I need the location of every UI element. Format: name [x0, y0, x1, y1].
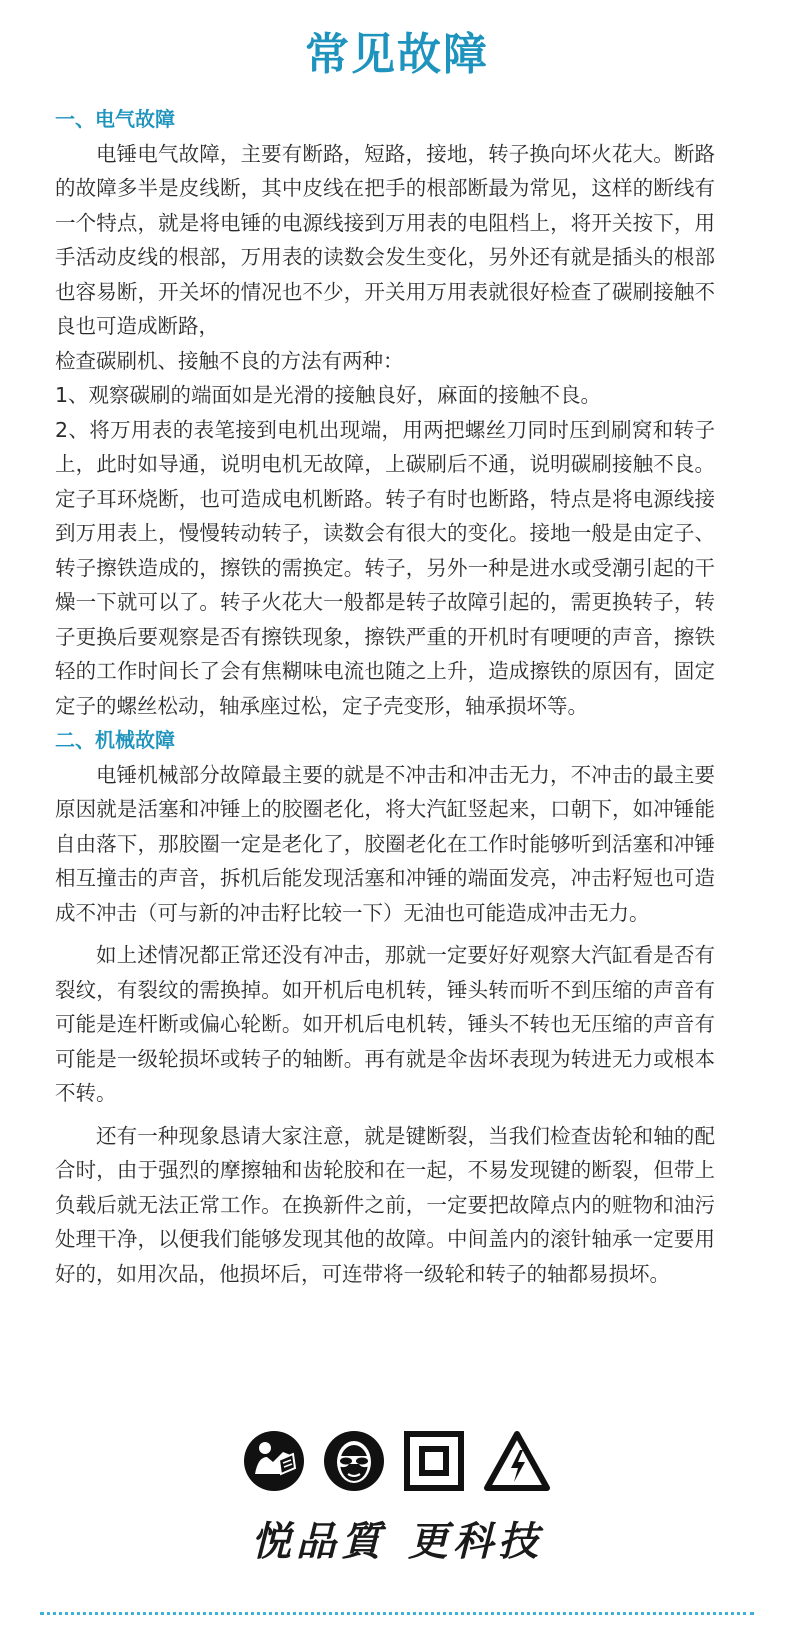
page-title: 常见故障 — [305, 29, 489, 80]
slogan-part-1: 悦品質 — [251, 1518, 386, 1565]
read-manual-icon — [243, 1430, 305, 1492]
list-item: 1、观察碳刷的端面如是光滑的接触良好，麻面的接触不良。 — [55, 383, 602, 407]
safety-icons — [0, 1430, 794, 1492]
paragraph: 还有一种现象恳请大家注意，就是键断裂，当我们检查齿轮和轴的配合时，由于强烈的摩擦轴和齿轮胶和在一起，不易发现键的断裂，但带上负载后就无法正常工作。在换新件之前，一定要把故障点内的赃物和油污处理干净，以便我们能够发现其他的故障。中间盖内的滚针轴承一定要用好的，如用次品，他损坏后，可连带将一级轮和转子的轴都易损坏。 — [55, 1123, 715, 1286]
section-heading-mechanical: 二、机械故障 — [55, 728, 175, 752]
double-insulation-icon — [403, 1430, 465, 1492]
brand-slogan — [0, 1510, 794, 1567]
wear-goggles-icon — [323, 1430, 385, 1492]
list-item: 2、将万用表的表笔接到电机出现端，用两把螺丝刀同时压到刷窝和转子上，此时如导通，说明电机无故障，上碳刷后不通，说明碳刷接触不良。定子耳环烧断，也可造成电机断路。转子有时也断路，特点是将电源线接到万用表上，慢慢转动转子，读数会有很大的变化。接地一般是由定子、转子擦铁造成的，擦铁的需换定。转子，另外一种是进水或受潮引起的干燥一下就可以了。转子火花大一般都是转子故障引起的，需更换转子，转子更换后要观察是否有擦铁现象，擦铁严重的开机时有哽哽的声音，擦铁轻的工作时间长了会有焦糊味电流也随之上升，造成擦铁的原因有，固定定子的螺丝松动，轴承座过松，定子壳变形，轴承损坏等。 — [55, 417, 715, 718]
slogan-part-2: 更科技 — [408, 1518, 543, 1565]
electric-hazard-icon — [483, 1430, 551, 1492]
paragraph: 如上述情况都正常还没有冲击，那就一定要好好观察大汽缸看是否有裂纹，有裂纹的需换掉。如开机后电机转，锤头转而听不到压缩的声音有可能是连杆断或偏心轮断。如开机后电机转，锤头不转也无压缩的声音有可能是一级轮损坏或转子的轴断。再有就是伞齿坏表现为转进无力或根本不转。 — [55, 943, 715, 1105]
paragraph: 检查碳刷机、接触不良的方法有两种： — [55, 348, 404, 373]
paragraph: 电锤机械部分故障最主要的就是不冲击和冲击无力，不冲击的最主要原因就是活塞和冲锤上的胶圈老化，将大汽缸竖起来，口朝下，如冲锤能自由落下，那胶圈一定是老化了，胶圈老化在工作时能够听到活塞和冲锤相互撞击的声音，拆机后能发现活塞和冲锤的端面发亮，冲击籽短也可造成不冲击（可与新的冲击籽比较一下）无油也可能造成冲击无力。 — [55, 762, 715, 925]
dotted-divider — [40, 1612, 754, 1615]
section-heading-electrical: 一、电气故障 — [55, 107, 175, 131]
paragraph: 电锤电气故障，主要有断路，短路，接地，转子换向坏火花大。断路的故障多半是皮线断，其中皮线在把手的根部断最为常见，这样的断线有一个特点，就是将电锤的电源线接到万用表的电阻档上，将开关按下，用手活动皮线的根部，万用表的读数会发生变化，另外还有就是插头的根部也容易断，开关坏的情况也不少，开关用万用表就很好检查了碳刷接触不良也可造成断路， — [55, 141, 715, 338]
article-body — [55, 102, 715, 1291]
